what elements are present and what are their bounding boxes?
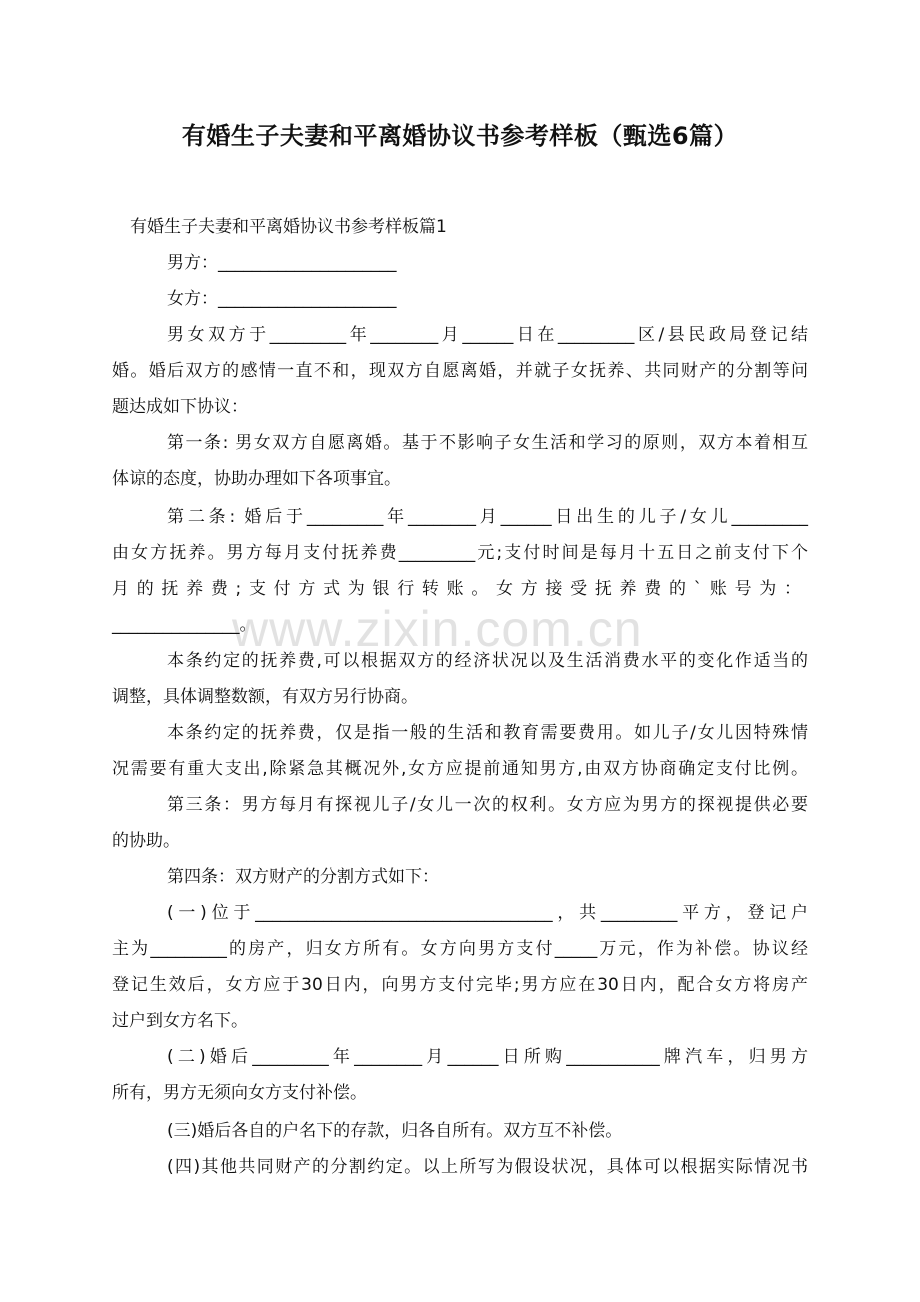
paragraph-line: 调整，具体调整数额，有双方另行协商。 xyxy=(112,687,418,707)
paragraph-line: (四)其他共同财产的分割约定。以上所写为假设状况，具体可以根据实际情况书 xyxy=(167,1157,808,1177)
paragraph-line: 第三条：男方每月有探视儿子/女儿一次的权利。女方应为男方的探视提供必要 xyxy=(167,795,808,815)
paragraph-line: (一)位于___________________________________，共_________平方，登记户 xyxy=(167,903,808,923)
paragraph-line: _______________。 xyxy=(112,615,257,635)
paragraph-line: 月的抚养费;支付方式为银行转账。女方接受抚养费的`账号为： xyxy=(112,579,808,599)
paragraph-line: 男方：_____________________ xyxy=(167,253,397,273)
watermark: www.zixin.com.cn xyxy=(232,601,643,657)
paragraph-line: 登记生效后，女方应于30日内，向男方支付完毕;男方应在30日内，配合女方将房产 xyxy=(112,975,808,995)
paragraph-line: 况需要有重大支出,除紧急其概况外,女方应提前通知男方,由双方协商确定支付比例。 xyxy=(112,759,808,779)
paragraph-line: 男女双方于_________年________月______日在_________区/县民政局登记结 xyxy=(167,325,808,345)
paragraph-line: 的协助。 xyxy=(112,831,180,851)
paragraph-line: 过户到女方名下。 xyxy=(112,1011,248,1031)
paragraph-line: 体谅的态度，协助办理如下各项事宜。 xyxy=(112,469,401,489)
paragraph-line: 本条约定的抚养费,可以根据双方的经济状况以及生活消费水平的变化作适当的 xyxy=(167,651,808,671)
paragraph-line: 第四条：双方财产的分割方式如下： xyxy=(167,867,439,887)
paragraph-line: (三)婚后各自的户名下的存款，归各自所有。双方互不补偿。 xyxy=(167,1121,623,1141)
paragraph-line: 女方：_____________________ xyxy=(167,289,397,309)
document-title: 有婚生子夫妻和平离婚协议书参考样板（甄选6篇） xyxy=(181,122,739,150)
paragraph-line: (二)婚后_________年________月______日所购___________牌汽车，归男方 xyxy=(167,1047,808,1067)
paragraph-line: 第二条: 婚后于_________年________月______日出生的儿子/女儿_________ xyxy=(167,507,808,527)
paragraph-line: 本条约定的抚养费，仅是指一般的生活和教育需要费用。如儿子/女儿因特殊情 xyxy=(167,723,808,743)
paragraph-line: 题达成如下协议： xyxy=(112,397,248,417)
paragraph-line: 主为_________的房产，归女方所有。女方向男方支付_____万元，作为补偿。协议经 xyxy=(112,939,808,959)
section-subtitle: 有婚生子夫妻和平离婚协议书参考样板篇1 xyxy=(130,217,447,237)
paragraph-line: 所有，男方无须向女方支付补偿。 xyxy=(112,1083,367,1103)
paragraph-line: 由女方抚养。男方每月支付抚养费_________元;支付时间是每月十五日之前支付下个 xyxy=(112,543,808,563)
paragraph-line: 第一条: 男女双方自愿离婚。基于不影响子女生活和学习的原则，双方本着相互 xyxy=(167,433,808,453)
paragraph-line: 婚。婚后双方的感情一直不和，现双方自愿离婚，并就子女抚养、共同财产的分割等问 xyxy=(112,361,808,381)
